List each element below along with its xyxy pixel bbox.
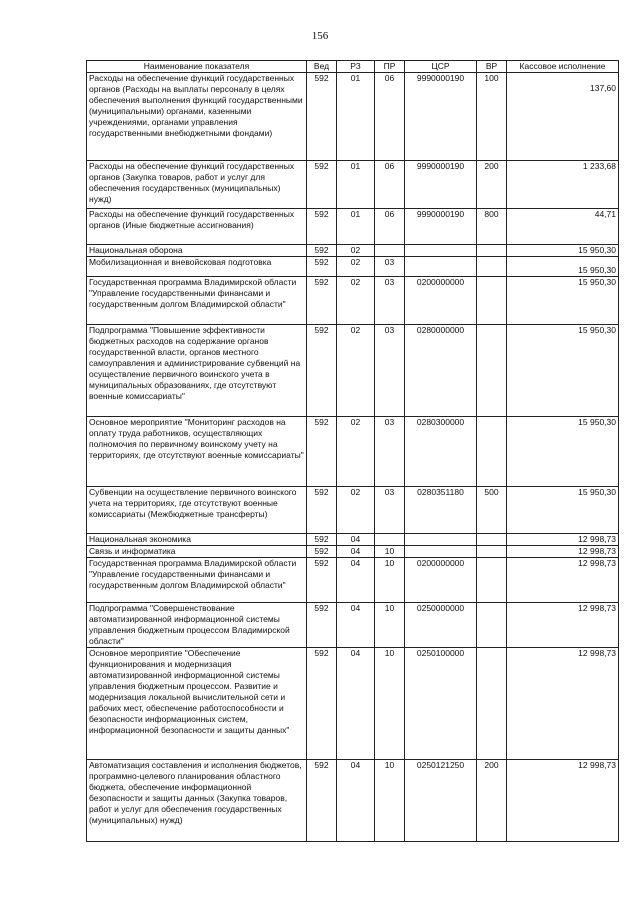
row-vr bbox=[477, 417, 507, 487]
table-row bbox=[87, 161, 619, 209]
row-amount: 12 998,73 bbox=[507, 534, 619, 546]
row-ved: 592 bbox=[307, 245, 337, 257]
row-name: Связь и информатика bbox=[87, 546, 307, 558]
row-ved: 592 bbox=[307, 760, 337, 842]
row-pr: 10 bbox=[375, 603, 405, 648]
table-row bbox=[87, 760, 619, 842]
row-pr: 06 bbox=[375, 209, 405, 245]
table-row bbox=[87, 73, 619, 161]
row-name: Государственная программа Владимирской области "Управление государственными финансами и государственным долгом Владимирской области" bbox=[87, 558, 307, 603]
row-amount: 137,60 bbox=[507, 73, 619, 161]
row-amount: 44,71 bbox=[507, 209, 619, 245]
header-pr: ПР bbox=[375, 61, 405, 73]
row-pr: 10 bbox=[375, 648, 405, 760]
row-rz: 02 bbox=[337, 417, 375, 487]
row-ved: 592 bbox=[307, 648, 337, 760]
row-pr bbox=[375, 245, 405, 257]
row-csr: 0200000000 bbox=[405, 277, 477, 325]
row-name: Подпрограмма "Повышение эффективности бюджетных расходов на содержание органов государственной власти, органов местного самоуправления и администрирование субвенций на осуществление первичного воинского учета в муниципальных образованиях, где отсутствуют военные комиссариаты" bbox=[87, 325, 307, 417]
row-rz: 02 bbox=[337, 257, 375, 277]
row-vr bbox=[477, 277, 507, 325]
table-row bbox=[87, 534, 619, 546]
row-pr: 06 bbox=[375, 161, 405, 209]
row-amount: 12 998,73 bbox=[507, 648, 619, 760]
row-csr: 0280300000 bbox=[405, 417, 477, 487]
row-name: Мобилизационная и вневойсковая подготовка bbox=[87, 257, 307, 277]
table-row bbox=[87, 417, 619, 487]
row-csr: 9990000190 bbox=[405, 73, 477, 161]
table-row bbox=[87, 558, 619, 603]
row-rz: 01 bbox=[337, 73, 375, 161]
table-header-row bbox=[87, 61, 619, 73]
header-rz: РЗ bbox=[337, 61, 375, 73]
row-vr bbox=[477, 257, 507, 277]
row-pr: 03 bbox=[375, 417, 405, 487]
row-vr bbox=[477, 603, 507, 648]
table-row bbox=[87, 257, 619, 277]
row-ved: 592 bbox=[307, 73, 337, 161]
row-pr: 03 bbox=[375, 277, 405, 325]
row-rz: 02 bbox=[337, 487, 375, 534]
row-pr: 03 bbox=[375, 487, 405, 534]
row-csr bbox=[405, 534, 477, 546]
row-rz: 04 bbox=[337, 558, 375, 603]
row-csr bbox=[405, 257, 477, 277]
row-csr: 0280351180 bbox=[405, 487, 477, 534]
row-pr: 03 bbox=[375, 325, 405, 417]
row-amount: 15 950,30 bbox=[507, 245, 619, 257]
row-amount: 15 950,30 bbox=[507, 277, 619, 325]
row-amount: 12 998,73 bbox=[507, 558, 619, 603]
header-name: Наименование показателя bbox=[87, 61, 307, 73]
budget-execution-table bbox=[86, 60, 619, 842]
row-name: Государственная программа Владимирской области "Управление государственными финансами и государственным долгом Владимирской области" bbox=[87, 277, 307, 325]
row-name: Субвенции на осуществление первичного воинского учета на территориях, где отсутствуют военные комиссариаты (Межбюджетные трансферты) bbox=[87, 487, 307, 534]
row-amount: 15 950,30 bbox=[507, 257, 619, 277]
row-ved: 592 bbox=[307, 603, 337, 648]
row-name: Автоматизация составления и исполнения бюджетов, программно-целевого планирования областного бюджета, обеспечение информационной безопасности и защиты данных (Закупка товаров, работ и услуг для обеспечения государственных (муниципальных) нужд) bbox=[87, 760, 307, 842]
row-vr bbox=[477, 648, 507, 760]
header-ved: Вед bbox=[307, 61, 337, 73]
table-row bbox=[87, 245, 619, 257]
header-csr: ЦСР bbox=[405, 61, 477, 73]
row-ved: 592 bbox=[307, 487, 337, 534]
row-pr: 03 bbox=[375, 257, 405, 277]
row-rz: 02 bbox=[337, 277, 375, 325]
row-vr: 800 bbox=[477, 209, 507, 245]
row-name: Национальная оборона bbox=[87, 245, 307, 257]
row-ved: 592 bbox=[307, 558, 337, 603]
row-csr: 9990000190 bbox=[405, 209, 477, 245]
row-name: Расходы на обеспечение функций государственных органов (Закупка товаров, работ и услуг для обеспечения государственных (муниципальных) нужд) bbox=[87, 161, 307, 209]
row-csr: 9990000190 bbox=[405, 161, 477, 209]
row-rz: 04 bbox=[337, 546, 375, 558]
row-name: Расходы на обеспечение функций государственных органов (Расходы на выплаты персоналу в целях обеспечения выполнения функций государственными (муниципальными) органами, казенными учреждениями, органами управления государственными внебюджетными фондами) bbox=[87, 73, 307, 161]
row-pr: 06 bbox=[375, 73, 405, 161]
row-ved: 592 bbox=[307, 534, 337, 546]
row-amount: 15 950,30 bbox=[507, 417, 619, 487]
table-row bbox=[87, 546, 619, 558]
table-row bbox=[87, 325, 619, 417]
row-amount: 12 998,73 bbox=[507, 760, 619, 842]
row-pr: 10 bbox=[375, 760, 405, 842]
row-pr: 10 bbox=[375, 558, 405, 603]
row-rz: 01 bbox=[337, 161, 375, 209]
row-amount: 12 998,73 bbox=[507, 546, 619, 558]
row-ved: 592 bbox=[307, 417, 337, 487]
row-vr bbox=[477, 534, 507, 546]
row-amount: 1 233,68 bbox=[507, 161, 619, 209]
row-vr: 200 bbox=[477, 760, 507, 842]
row-pr bbox=[375, 534, 405, 546]
row-rz: 02 bbox=[337, 325, 375, 417]
row-csr: 0250100000 bbox=[405, 648, 477, 760]
header-amount: Кассовое исполнение bbox=[507, 61, 619, 73]
table-row bbox=[87, 209, 619, 245]
row-name: Расходы на обеспечение функций государственных органов (Иные бюджетные ассигнования) bbox=[87, 209, 307, 245]
table-row bbox=[87, 277, 619, 325]
row-rz: 01 bbox=[337, 209, 375, 245]
row-csr: 0250121250 bbox=[405, 760, 477, 842]
row-amount: 12 998,73 bbox=[507, 603, 619, 648]
row-name: Подпрограмма "Совершенствование автоматизированной информационной системы управления бюджетным процессом Владимирской области" bbox=[87, 603, 307, 648]
row-vr: 500 bbox=[477, 487, 507, 534]
row-csr: 0250000000 bbox=[405, 603, 477, 648]
row-amount: 15 950,30 bbox=[507, 487, 619, 534]
row-rz: 02 bbox=[337, 245, 375, 257]
row-vr bbox=[477, 325, 507, 417]
row-name: Национальная экономика bbox=[87, 534, 307, 546]
row-pr: 10 bbox=[375, 546, 405, 558]
row-csr bbox=[405, 546, 477, 558]
row-amount: 15 950,30 bbox=[507, 325, 619, 417]
table-row bbox=[87, 648, 619, 760]
row-ved: 592 bbox=[307, 161, 337, 209]
row-rz: 04 bbox=[337, 648, 375, 760]
row-csr: 0200000000 bbox=[405, 558, 477, 603]
row-vr bbox=[477, 558, 507, 603]
row-name: Основное мероприятие "Обеспечение функционирования и модернизация автоматизированной информационной системы управления бюджетным процессом. Развитие и модернизация локальной вычислительной сети и рабочих мест, обеспечение работоспособности и безопасности информационных систем, информационной безопасности и защиты данных" bbox=[87, 648, 307, 760]
row-vr bbox=[477, 245, 507, 257]
row-ved: 592 bbox=[307, 257, 337, 277]
header-vr: ВР bbox=[477, 61, 507, 73]
row-ved: 592 bbox=[307, 209, 337, 245]
row-ved: 592 bbox=[307, 277, 337, 325]
row-vr: 100 bbox=[477, 73, 507, 161]
row-name: Основное мероприятие "Мониторинг расходов на оплату труда работников, осуществляющих полномочия по первичному воинскому учету на территориях, где отсутствуют военные комиссариаты" bbox=[87, 417, 307, 487]
row-rz: 04 bbox=[337, 760, 375, 842]
row-rz: 04 bbox=[337, 603, 375, 648]
row-csr bbox=[405, 245, 477, 257]
page-number: 156 bbox=[311, 30, 329, 42]
row-csr: 0280000000 bbox=[405, 325, 477, 417]
row-ved: 592 bbox=[307, 546, 337, 558]
table-row bbox=[87, 487, 619, 534]
row-ved: 592 bbox=[307, 325, 337, 417]
row-rz: 04 bbox=[337, 534, 375, 546]
row-vr: 200 bbox=[477, 161, 507, 209]
table-row bbox=[87, 603, 619, 648]
row-vr bbox=[477, 546, 507, 558]
